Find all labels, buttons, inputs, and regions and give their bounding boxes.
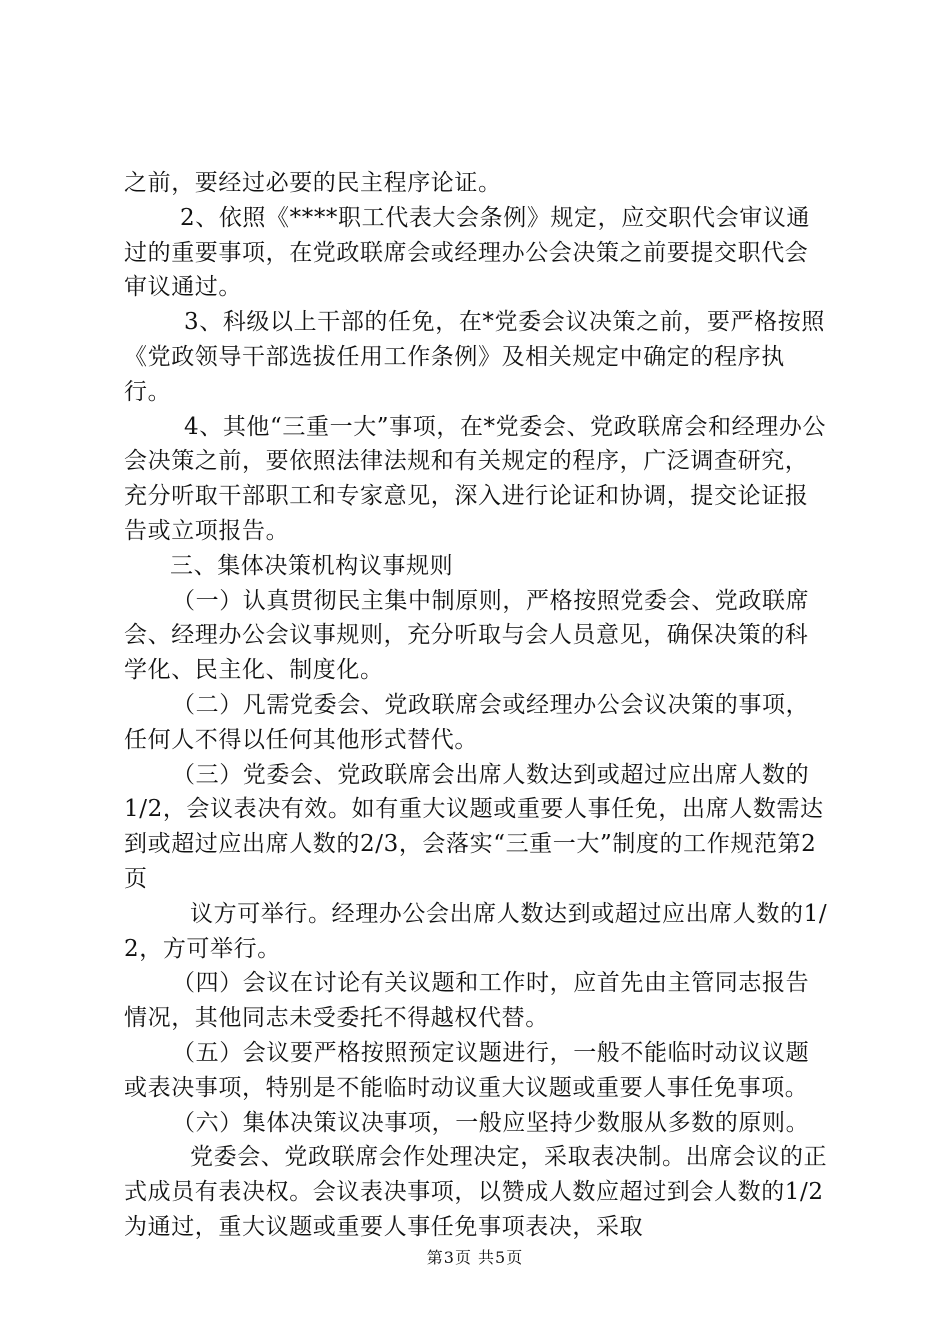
paragraph-1: 之前，要经过必要的民主程序论证。	[124, 170, 502, 196]
document-body	[124, 166, 830, 1245]
paragraph-rule-4: （四）会议在讨论有关议题和工作时，应首先由主管同志报告情况，其他同志未受委托不得越权代替。	[124, 970, 810, 1032]
paragraph-rule-6: （六）集体决策议决事项，一般应坚持少数服从多数的原则。	[172, 1109, 810, 1136]
paragraph-rule-1: （一）认真贯彻民主集中制原则，严格按照党委会、党政联席会、经理办公会议事规则，充分听取与会人员意见，确保决策的科学化、民主化、制度化。	[124, 587, 810, 684]
paragraph-rule-2: （二）凡需党委会、党政联席会或经理办公会议决策的事项，任何人不得以任何其他形式替代。	[124, 691, 810, 753]
paragraph-continuation: 议方可举行。经理办公会出席人数达到或超过应出席人数的1/2，方可举行。	[124, 900, 828, 962]
section-heading-3: 三、集体决策机构议事规则	[170, 552, 454, 579]
paragraph-item-4: 4、其他“三重一大”事项，在*党委会、党政联席会和经理办公会决策之前，要依照法律法规和有关规定的程序，广泛调查研究，充分听取干部职工和专家意见，深入进行论证和协调，提交论证报告或立项报告。	[124, 413, 827, 544]
paragraph-item-2: 2、依照《****职工代表大会条例》规定，应交职代会审议通过的重要事项，在党政联席会或经理办公会决策之前要提交职代会审议通过。	[124, 204, 811, 301]
paragraph-voting: 党委会、党政联席会作处理决定，采取表决制。出席会议的正式成员有表决权。会议表决事项，以赞成人数应超过到会人数的1/2为通过，重大议题或重要人事任免事项表决，采取	[124, 1144, 828, 1240]
page-number-footer: 第3页 共5页	[426, 1248, 524, 1267]
paragraph-rule-3: （三）党委会、党政联席会出席人数达到或超过应出席人数的1/2，会议表决有效。如有重大议题或重要人事任免，出席人数需达到或超过应出席人数的2/3，会落实“三重一大”制度的工作规范第2页	[124, 761, 824, 892]
paragraph-item-3: 3、科级以上干部的任免，在*党委会议决策之前，要严格按照《党政领导干部选拔任用工作条例》及相关规定中确定的程序执行。	[124, 309, 825, 405]
paragraph-rule-5: （五）会议要严格按照预定议题进行，一般不能临时动议议题或表决事项，特别是不能临时动议重大议题或重要人事任免事项。	[124, 1039, 810, 1101]
